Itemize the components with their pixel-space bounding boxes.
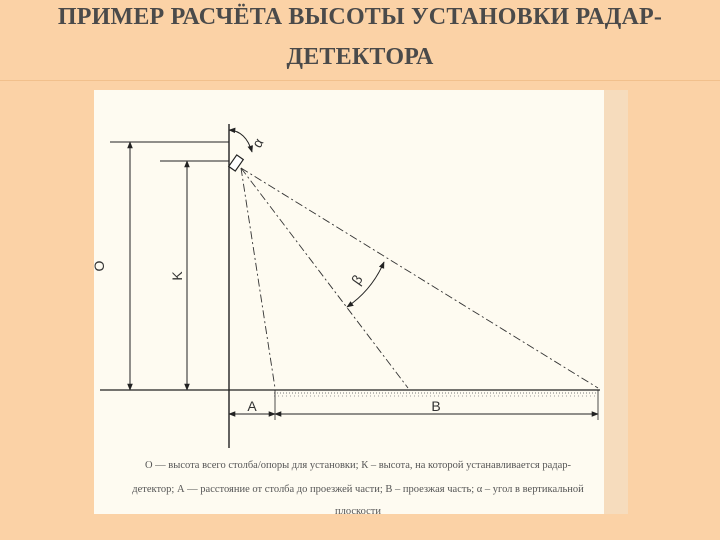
label-K: K — [169, 271, 185, 281]
beam-center — [241, 168, 408, 388]
caption-line-3: плоскости — [335, 506, 381, 517]
slide-title-line-1: ПРИМЕР РАСЧЁТА ВЫСОТЫ УСТАНОВКИ РАДАР- — [57, 4, 663, 30]
label-O: O — [91, 260, 107, 272]
beam-far — [241, 168, 598, 388]
label-B: B — [431, 398, 441, 414]
caption-line-1: О — высота всего столба/опоры для установки; К – высота, на которой устанавливается радар- — [144, 460, 572, 471]
label-beta: β — [348, 271, 366, 288]
beta-arc — [347, 262, 384, 307]
beam-near — [241, 168, 275, 388]
label-A: A — [247, 398, 257, 414]
slide-title-line-2: ДЕТЕКТОРА — [286, 44, 434, 70]
label-alpha: α — [248, 135, 267, 151]
caption-line-2: детектор; А — расстояние от столба до проезжей части; В – проезжая часть; α – угол в вертикальной — [132, 484, 584, 495]
